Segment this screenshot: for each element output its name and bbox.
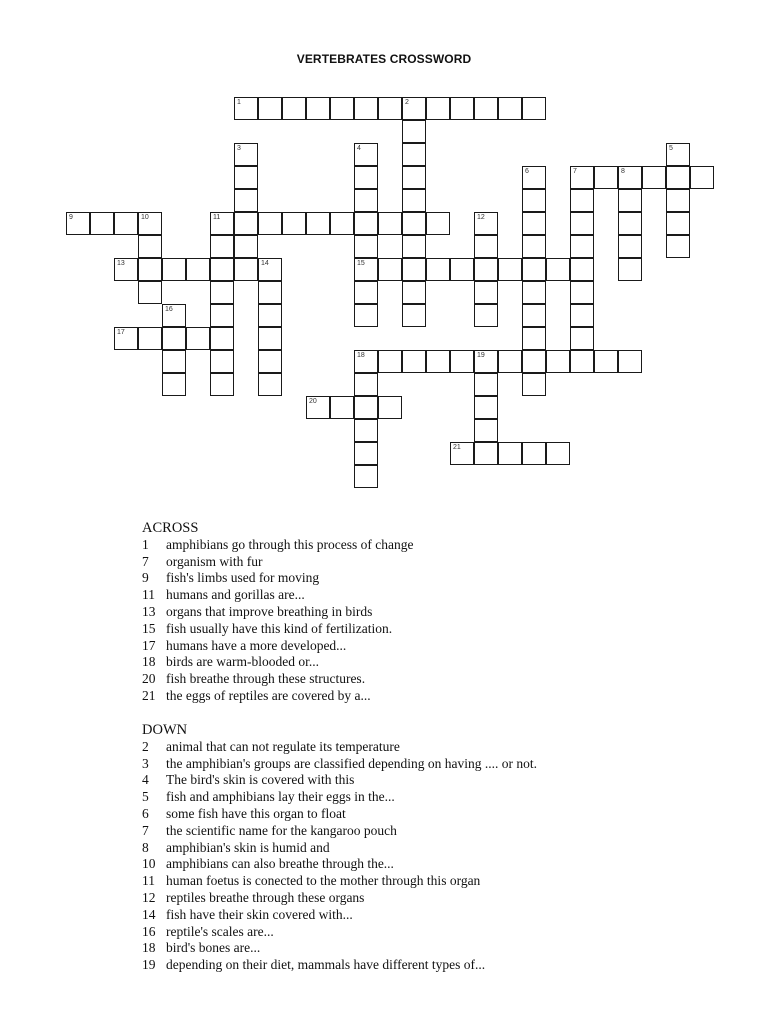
clue-item [142,688,413,705]
crossword-cell [354,235,378,258]
crossword-cell [354,442,378,465]
cell-number: 15 [357,260,365,267]
clue-item [142,924,537,941]
clue-text: fish have their skin covered with... [166,906,353,922]
page-title: VERTEBRATES CROSSWORD [296,52,472,66]
crossword-cell [162,258,186,281]
crossword-cell-13 [114,258,138,281]
crossword-cell [522,235,546,258]
clue-number: 16 [142,923,156,939]
crossword-cell-6 [522,166,546,189]
cell-number: 2 [405,99,409,106]
clue-text: some fish have this organ to float [166,805,346,821]
clue-text: the scientific name for the kangaroo pouch [166,822,397,838]
crossword-cell [354,304,378,327]
crossword-cell [618,258,642,281]
crossword-cell [330,212,354,235]
crossword-cell [426,212,450,235]
clue-text: The bird's skin is covered with this [166,772,355,788]
clue-item [142,570,413,587]
clue-item [142,671,413,688]
clue-text: organs that improve breathing in birds [166,603,373,619]
clue-text: humans have a more developed... [166,637,347,653]
crossword-cell [546,350,570,373]
crossword-cell [354,396,378,419]
crossword-cell [354,212,378,235]
crossword-cell [426,350,450,373]
crossword-cell [162,350,186,373]
clue-text: the eggs of reptiles are covered by a... [166,687,371,703]
across-heading: ACROSS [142,520,199,536]
crossword-cell [258,327,282,350]
clue-item [142,554,413,571]
clue-number: 21 [142,687,156,703]
crossword-cell [402,143,426,166]
clue-number: 17 [142,637,156,653]
crossword-cell-12 [474,212,498,235]
crossword-cell-1 [234,97,258,120]
clue-text: animal that can not regulate its temperature [166,738,400,754]
cell-number: 16 [165,306,173,313]
clue-text: fish's limbs used for moving [166,570,320,586]
crossword-cell [210,373,234,396]
crossword-cell [450,97,474,120]
clue-text: organism with fur [166,553,263,569]
clue-text: reptile's scales are... [166,923,274,939]
crossword-cell [402,258,426,281]
clue-item [142,890,537,907]
crossword-cell-7 [570,166,594,189]
cell-number: 6 [525,168,529,175]
across-clue-list [142,537,413,705]
crossword-cell-10 [138,212,162,235]
crossword-cell [402,281,426,304]
cell-number: 13 [117,260,125,267]
crossword-cell [570,212,594,235]
crossword-cell [474,304,498,327]
crossword-cell-2 [402,97,426,120]
clue-number: 10 [142,856,156,872]
crossword-cell [498,442,522,465]
crossword-cell [402,212,426,235]
crossword-cell-4 [354,143,378,166]
crossword-cell [474,396,498,419]
crossword-cell [522,281,546,304]
crossword-cell [594,166,618,189]
clue-number: 18 [142,654,156,670]
clue-number: 5 [142,789,149,805]
crossword-cell [522,350,546,373]
crossword-cell-16 [162,304,186,327]
crossword-cell [354,465,378,488]
crossword-cell [666,235,690,258]
crossword-cell [474,373,498,396]
clue-text: amphibian's skin is humid and [166,839,330,855]
crossword-cell-9 [66,212,90,235]
cell-number: 1 [237,99,241,106]
crossword-cell [474,281,498,304]
clue-number: 19 [142,957,156,973]
crossword-cell [210,258,234,281]
clue-item [142,604,413,621]
clue-text: reptiles breathe through these organs [166,889,365,905]
crossword-cell [354,189,378,212]
cell-number: 8 [621,168,625,175]
cell-number: 20 [309,398,317,405]
crossword-cell [426,97,450,120]
crossword-cell [186,258,210,281]
crossword-cell [474,235,498,258]
clue-text: birds are warm-blooded or... [166,654,319,670]
crossword-cell [522,189,546,212]
crossword-cell-8 [618,166,642,189]
clue-item [142,739,537,756]
down-heading: DOWN [142,722,188,738]
clue-text: bird's bones are... [166,940,261,956]
clue-item [142,638,413,655]
crossword-cell [354,166,378,189]
crossword-cell [522,258,546,281]
cell-number: 7 [573,168,577,175]
crossword-cell [282,97,306,120]
crossword-cell [450,350,474,373]
crossword-cell [258,97,282,120]
crossword-cell [234,189,258,212]
clue-item [142,957,537,974]
crossword-cell [306,212,330,235]
clue-item [142,654,413,671]
cell-number: 12 [477,214,485,221]
crossword-cell [258,350,282,373]
crossword-cell [498,97,522,120]
crossword-cell [330,396,354,419]
clue-number: 12 [142,889,156,905]
clue-number: 15 [142,620,156,636]
crossword-cell [570,327,594,350]
crossword-cell [402,189,426,212]
crossword-cell [354,281,378,304]
crossword-cell-21 [450,442,474,465]
crossword-cell [210,350,234,373]
cell-number: 14 [261,260,269,267]
crossword-cell [114,212,138,235]
crossword-cell [378,350,402,373]
crossword-cell [618,235,642,258]
clue-number: 7 [142,822,149,838]
crossword-cell [234,212,258,235]
clue-text: fish and amphibians lay their eggs in the... [166,789,395,805]
clue-number: 4 [142,772,149,788]
clue-number: 20 [142,671,156,687]
crossword-cell [258,373,282,396]
clue-number: 11 [142,873,155,889]
crossword-cell [162,373,186,396]
clue-text: humans and gorillas are... [166,587,305,603]
clue-item [142,789,537,806]
clue-number: 13 [142,603,156,619]
crossword-cell [474,97,498,120]
crossword-cell [498,350,522,373]
crossword-cell [570,258,594,281]
crossword-cell [498,258,522,281]
clue-text: amphibians go through this process of change [166,536,414,552]
crossword-cell [138,327,162,350]
crossword-cell [618,212,642,235]
crossword-cell [474,419,498,442]
crossword-cell [378,396,402,419]
cell-number: 11 [213,214,221,221]
crossword-cell [666,189,690,212]
crossword-cell [402,120,426,143]
clue-text: the amphibian's groups are classified depending on having .... or not. [166,755,537,771]
crossword-cell [378,258,402,281]
crossword-cell [522,373,546,396]
crossword-cell [690,166,714,189]
cell-number: 3 [237,145,241,152]
cell-number: 18 [357,352,365,359]
crossword-cell-19 [474,350,498,373]
clue-number: 7 [142,553,149,569]
crossword-cell [210,327,234,350]
crossword-cell-20 [306,396,330,419]
clue-text: amphibians can also breathe through the... [166,856,394,872]
clue-number: 1 [142,536,149,552]
crossword-cell [162,327,186,350]
clue-item [142,537,413,554]
cell-number: 21 [453,444,461,451]
crossword-cell [210,281,234,304]
clue-item [142,840,537,857]
crossword-cell [570,281,594,304]
crossword-cell [642,166,666,189]
clue-item [142,873,537,890]
crossword-cell [522,442,546,465]
clue-number: 3 [142,755,149,771]
clue-item [142,940,537,957]
clue-number: 8 [142,839,149,855]
crossword-cell [522,212,546,235]
crossword-cell [546,258,570,281]
cell-number: 17 [117,329,125,336]
clue-number: 18 [142,940,156,956]
cell-number: 4 [357,145,361,152]
crossword-cell-15 [354,258,378,281]
crossword-cell [234,258,258,281]
clue-number: 9 [142,570,149,586]
crossword-cell [282,212,306,235]
cell-number: 5 [669,145,673,152]
crossword-cell [522,304,546,327]
crossword-cell-17 [114,327,138,350]
crossword-cell [402,304,426,327]
crossword-cell [522,97,546,120]
clue-item [142,856,537,873]
clue-number: 14 [142,906,156,922]
down-clue-list [142,739,537,974]
crossword-cell [570,304,594,327]
crossword-cell [330,97,354,120]
cell-number: 19 [477,352,485,359]
crossword-cell [546,442,570,465]
clue-item [142,756,537,773]
down-clues [142,722,537,974]
crossword-cell [450,258,474,281]
crossword-cell [258,304,282,327]
crossword-cell [306,97,330,120]
crossword-cell [666,212,690,235]
crossword-cell [618,189,642,212]
clue-text: fish usually have this kind of fertilization. [166,620,393,636]
crossword-cell [258,281,282,304]
crossword-cell [402,235,426,258]
clue-number: 6 [142,805,149,821]
crossword-cell-5 [666,143,690,166]
crossword-cell-14 [258,258,282,281]
crossword-cell [666,166,690,189]
crossword-cell [210,304,234,327]
cell-number: 9 [69,214,73,221]
crossword-cell-3 [234,143,258,166]
crossword-cell [186,327,210,350]
clue-item [142,621,413,638]
cell-number: 10 [141,214,149,221]
crossword-cell [138,281,162,304]
crossword-cell [402,350,426,373]
crossword-cell [234,235,258,258]
crossword-cell [594,350,618,373]
crossword-cell [378,212,402,235]
crossword-cell-11 [210,212,234,235]
crossword-cell [354,373,378,396]
across-clues [142,520,413,705]
crossword-cell [474,258,498,281]
crossword-cell [570,350,594,373]
crossword-cell [618,350,642,373]
clue-text: human foetus is conected to the mother through this organ [166,873,481,889]
crossword-cell [570,189,594,212]
crossword-cell [402,166,426,189]
clue-number: 2 [142,738,149,754]
crossword-cell [522,327,546,350]
crossword-cell [138,235,162,258]
crossword-cell [90,212,114,235]
crossword-grid [0,0,768,500]
clue-item [142,823,537,840]
clue-item [142,587,413,604]
clue-text: depending on their diet, mammals have different types of... [166,957,486,973]
crossword-cell [378,97,402,120]
clue-item [142,772,537,789]
crossword-cell [426,258,450,281]
clue-item [142,907,537,924]
crossword-cell [354,419,378,442]
crossword-cell-18 [354,350,378,373]
crossword-cell [474,442,498,465]
crossword-cell [210,235,234,258]
crossword-cell [258,212,282,235]
clue-number: 11 [142,587,155,603]
crossword-cell [570,235,594,258]
clue-item [142,806,537,823]
crossword-cell [234,166,258,189]
clue-text: fish breathe through these structures. [166,671,366,687]
crossword-cell [354,97,378,120]
crossword-cell [138,258,162,281]
